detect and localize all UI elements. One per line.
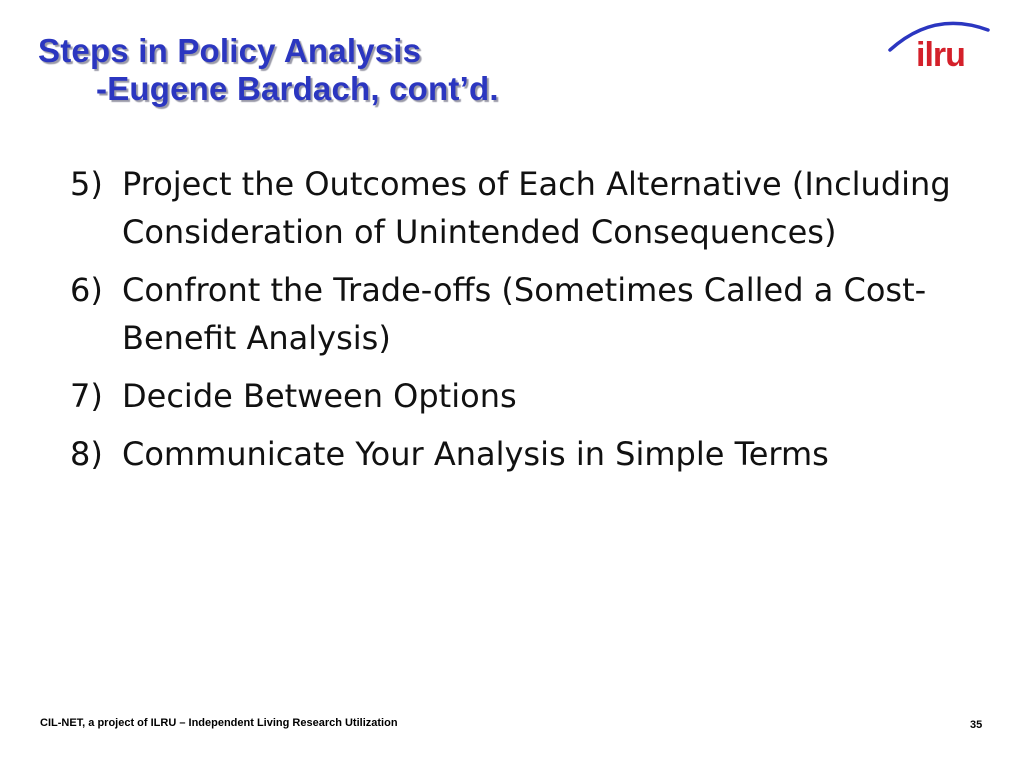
list-item bbox=[70, 372, 970, 420]
slide-title bbox=[38, 32, 499, 108]
step-number: 8) bbox=[70, 435, 103, 473]
logo-text: ilru bbox=[916, 36, 965, 74]
page-number: 35 bbox=[970, 719, 983, 731]
step-number: 7) bbox=[70, 377, 103, 415]
step-number: 6) bbox=[70, 271, 103, 309]
step-text: Communicate Your Analysis in Simple Terms bbox=[122, 435, 829, 473]
step-text: Project the Outcomes of Each Alternative (Including Consideration of Unintended Consequences) bbox=[122, 165, 951, 251]
list-item bbox=[70, 160, 970, 256]
list-item bbox=[70, 266, 970, 362]
ilru-logo bbox=[884, 16, 994, 74]
footer-text: CIL-NET, a project of ILRU – Independent Living Research Utilization bbox=[40, 717, 398, 729]
step-text: Decide Between Options bbox=[122, 377, 517, 415]
title-line-1: Steps in Policy Analysis bbox=[38, 32, 422, 69]
steps-list bbox=[70, 160, 970, 488]
title-line-2: -Eugene Bardach, cont’d. bbox=[96, 70, 499, 107]
step-text: Confront the Trade-offs (Sometimes Called a Cost-Benefit Analysis) bbox=[122, 271, 927, 357]
step-number: 5) bbox=[70, 165, 103, 203]
list-item bbox=[70, 430, 970, 478]
